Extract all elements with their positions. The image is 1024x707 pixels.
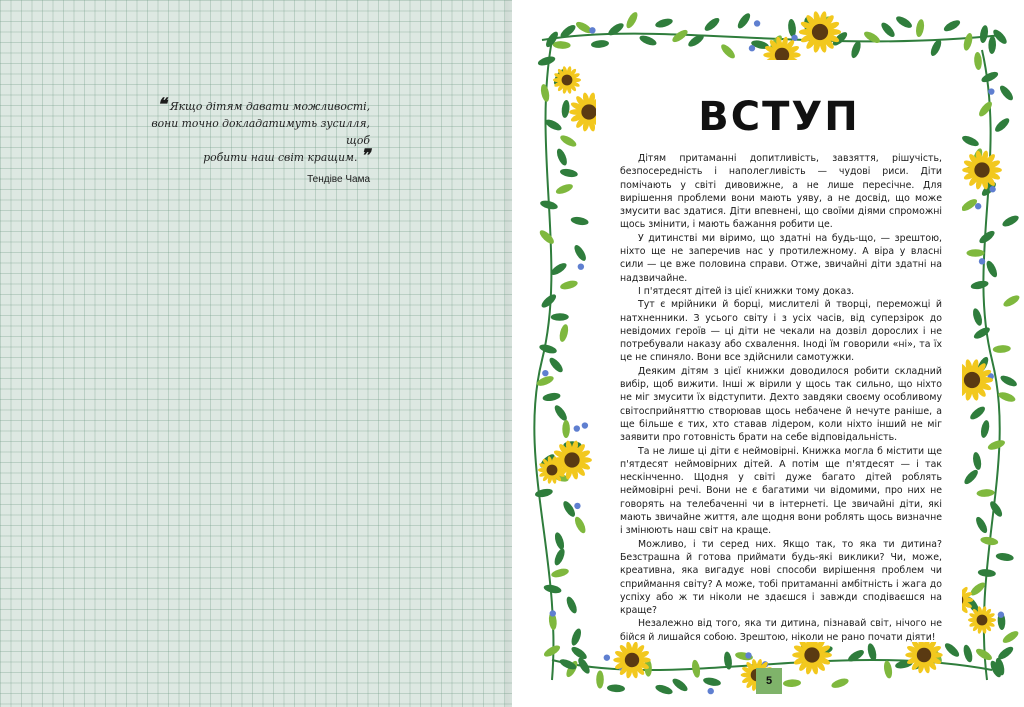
sunflower-icon bbox=[804, 647, 819, 662]
leaf-shape bbox=[542, 643, 561, 659]
leaf-shape bbox=[538, 228, 556, 246]
leaf-shape bbox=[968, 404, 987, 421]
sunflower-icon bbox=[581, 104, 596, 119]
leaf-shape bbox=[561, 100, 571, 119]
leaf-shape bbox=[555, 182, 575, 196]
sunflower-icon bbox=[547, 465, 558, 476]
intro-body bbox=[620, 152, 942, 644]
leaf-shape bbox=[591, 39, 610, 48]
leaf-shape bbox=[974, 515, 989, 534]
sunflower-icon bbox=[974, 162, 989, 177]
leaf-shape bbox=[978, 568, 997, 577]
leaf-shape bbox=[846, 648, 865, 664]
leaf-shape bbox=[570, 627, 583, 647]
leaf-shape bbox=[561, 499, 577, 518]
leaf-shape bbox=[542, 392, 561, 403]
page-title: ВСТУП bbox=[698, 94, 860, 140]
leaf-shape bbox=[703, 16, 722, 33]
paragraph: Та не лише ці діти є неймовірні. Книжка могла б містити ще п'ятдесят неймовірних дітей. А потім ще п'ятдесят — і так нескінченно. Щодня у світі дуже багато дітей роблять неймовірні речі. Вони не є багатими чи відомими, про них не говорять на телебаченні чи в інтернеті. Це звичайні діти, які мають звичайне життя, але щодня вони роблять щось визначне і змінюють наш світ на краще. bbox=[620, 445, 942, 537]
leaf-shape bbox=[624, 10, 639, 29]
leaf-shape bbox=[607, 684, 625, 693]
leaf-shape bbox=[894, 14, 913, 30]
leaf-shape bbox=[883, 660, 893, 679]
sunflower-icon bbox=[977, 615, 988, 626]
leaf-shape bbox=[538, 343, 557, 355]
leaf-shape bbox=[596, 670, 604, 688]
leaf-shape bbox=[830, 677, 850, 690]
leaf-shape bbox=[565, 595, 579, 615]
leaf-shape bbox=[993, 116, 1011, 134]
leaf-shape bbox=[999, 373, 1018, 388]
leaf-shape bbox=[562, 420, 570, 438]
leaf-shape bbox=[961, 134, 981, 148]
leaf-shape bbox=[719, 42, 737, 60]
sunflower-icon bbox=[812, 24, 828, 40]
quote-line: Якщо дітям давати можливості, bbox=[169, 100, 370, 113]
cornflower-icon bbox=[988, 88, 994, 94]
cornflower-icon bbox=[604, 654, 610, 660]
cornflower-icon bbox=[749, 45, 755, 51]
leaf-shape bbox=[702, 676, 721, 687]
cornflower-icon bbox=[975, 203, 981, 209]
cornflower-icon bbox=[791, 35, 797, 41]
cornflower-icon bbox=[574, 425, 580, 431]
leaf-shape bbox=[943, 641, 961, 659]
paragraph: Деяким дітям з цієї книжки доводилося робити складний вибір, щоб вижити. Інші ж вірили у щось так сильно, що ніхто не міг змусити їх відступити. Дехто завдяки своєму особливому світосприйняттю створював щось небачене й нечуте раніше, а ще більше є тих, хто ставав лідером, коли ніхто інший не міг заявити про готовність брати на себе відповідальність. bbox=[620, 365, 942, 444]
leaf-shape bbox=[966, 249, 984, 257]
quote-text bbox=[150, 95, 370, 166]
leaf-shape bbox=[783, 679, 801, 687]
leaf-shape bbox=[787, 19, 797, 38]
leaf-shape bbox=[979, 25, 989, 44]
leaf-shape bbox=[552, 41, 570, 50]
epigraph-quote bbox=[150, 95, 370, 185]
cornflower-icon bbox=[550, 610, 556, 616]
leaf-shape bbox=[962, 468, 980, 486]
cornflower-icon bbox=[745, 652, 751, 658]
leaf-shape bbox=[942, 18, 961, 33]
leaf-shape bbox=[866, 642, 878, 661]
leaf-shape bbox=[915, 19, 925, 38]
leaf-shape bbox=[559, 133, 578, 149]
paragraph: Можливо, і ти серед них. Якщо так, то яка ти дитина? Безстрашна й готова приймати будь-які виклики? Чи, може, креативна, яка вигадує нові способи вирішення проблем чи сприймання світу? А може, тобі притаманні амбітність і жага до успіху або ж ти ніколи не здаєшся і завжди сподіваєшся на краще? bbox=[620, 538, 942, 617]
leaf-shape bbox=[984, 259, 999, 279]
leaf-shape bbox=[971, 307, 984, 326]
leaf-shape bbox=[573, 515, 588, 535]
text-panel bbox=[596, 60, 962, 642]
cornflower-icon bbox=[589, 27, 595, 33]
page-number: 5 bbox=[756, 668, 782, 694]
paragraph: Незалежно від того, яка ти дитина, пізнавай світ, нічого не бійся й лишайся собою. Зрештою, ніколи не рано почати діяти! bbox=[620, 618, 942, 643]
leaf-shape bbox=[997, 390, 1017, 403]
leaf-shape bbox=[671, 676, 690, 693]
leaf-shape bbox=[559, 279, 578, 291]
quote-line: робити наш світ кращим. bbox=[203, 151, 358, 164]
leaf-shape bbox=[862, 29, 881, 45]
cornflower-icon bbox=[542, 370, 548, 376]
leaf-shape bbox=[550, 567, 569, 579]
leaf-shape bbox=[988, 499, 1004, 518]
leaf-shape bbox=[558, 323, 570, 342]
leaf-shape bbox=[962, 32, 974, 51]
leaf-shape bbox=[547, 356, 565, 375]
leaf-shape bbox=[972, 451, 983, 470]
leaf-shape bbox=[998, 84, 1015, 103]
leaf-shape bbox=[962, 644, 974, 663]
leaf-shape bbox=[555, 147, 569, 167]
leaf-shape bbox=[570, 216, 589, 227]
cornflower-icon bbox=[979, 258, 985, 264]
leaf-shape bbox=[553, 531, 566, 550]
leaf-shape bbox=[976, 489, 994, 498]
leaf-shape bbox=[553, 547, 567, 567]
leaf-shape bbox=[988, 36, 996, 54]
leaf-shape bbox=[980, 70, 1000, 85]
paragraph: Тут є мрійники й борці, мислителі й творці, переможці й натхненники. З усього світу і з усіх часів, від суперзірок до невідомих героїв — ці діти не чекали на дозвіл дорослих і не потребували наказу або схвалення. Іноді їм говорили «ні», та їх це не спиняло. Вони все здійснили самотужки. bbox=[620, 299, 942, 364]
quote-author: Тендіве Чама bbox=[307, 174, 370, 185]
cornflower-icon bbox=[998, 612, 1004, 618]
sunflower-icon bbox=[562, 75, 573, 86]
leaf-shape bbox=[980, 536, 999, 547]
leaf-shape bbox=[543, 583, 562, 594]
cornflower-icon bbox=[708, 688, 714, 694]
leaf-shape bbox=[736, 11, 753, 30]
leaf-shape bbox=[1001, 213, 1020, 228]
leaf-shape bbox=[534, 487, 553, 498]
sunflower-icon bbox=[917, 648, 931, 662]
sunflower-icon bbox=[964, 372, 980, 388]
leaf-shape bbox=[606, 21, 625, 38]
leaf-shape bbox=[1001, 629, 1020, 645]
sunflower-icon bbox=[564, 452, 579, 467]
leaf-shape bbox=[670, 28, 689, 45]
close-quote-icon: ❞ bbox=[360, 146, 370, 166]
cornflower-icon bbox=[574, 503, 580, 509]
cornflower-icon bbox=[989, 186, 995, 192]
leaf-shape bbox=[987, 438, 1007, 451]
cornflower-icon bbox=[582, 422, 588, 428]
leaf-shape bbox=[977, 100, 994, 119]
leaf-shape bbox=[537, 55, 556, 68]
right-page bbox=[512, 0, 1024, 707]
paragraph: У дитинстві ми віримо, що здатні на будь-що, — зрештою, ніхто ще не заперечив нас у протилежному. А віра у власні сили — це вже половина справи. Отже, звичайні діти здатні на надзвичайне. bbox=[620, 232, 942, 284]
leaf-shape bbox=[572, 243, 588, 262]
open-quote-icon: ❝ bbox=[157, 95, 167, 115]
sunflower-icon bbox=[625, 653, 639, 667]
leaf-shape bbox=[974, 52, 983, 70]
leaf-shape bbox=[540, 83, 551, 102]
leaf-shape bbox=[540, 292, 559, 310]
leaf-shape bbox=[691, 659, 701, 678]
cornflower-icon bbox=[578, 263, 584, 269]
leaf-shape bbox=[980, 419, 991, 438]
leaf-shape bbox=[977, 229, 996, 246]
leaf-shape bbox=[850, 40, 863, 59]
leaf-shape bbox=[559, 168, 578, 179]
leaf-shape bbox=[970, 279, 989, 290]
leaf-shape bbox=[654, 683, 673, 696]
leaf-shape bbox=[654, 17, 673, 29]
leaf-shape bbox=[993, 345, 1011, 354]
cornflower-icon bbox=[754, 20, 760, 26]
quote-line: вони точно докладатимуть зусилля, щоб bbox=[151, 117, 370, 147]
leaf-shape bbox=[552, 403, 569, 422]
leaf-shape bbox=[995, 552, 1014, 562]
leaf-shape bbox=[1002, 293, 1021, 309]
leaf-shape bbox=[972, 325, 991, 341]
leaf-shape bbox=[638, 34, 658, 48]
paragraph: І п'ятдесят дітей із цієї книжки тому доказ. bbox=[638, 285, 855, 297]
leaf-shape bbox=[551, 313, 569, 321]
leaf-shape bbox=[879, 21, 897, 39]
paragraph: Дітям притаманні допитливість, завзяття, рішучість, безпосередність і наполегливість — чудові риси. Діти помічають у світі дивовижне, а не лише пересічне. Для вирішення проблеми вони мають уяву, а не досвід, що може змусити вас здатися. Діти впевнені, що своїми діями спроможні щось змінити, і мають бажання робити це. bbox=[620, 153, 942, 231]
